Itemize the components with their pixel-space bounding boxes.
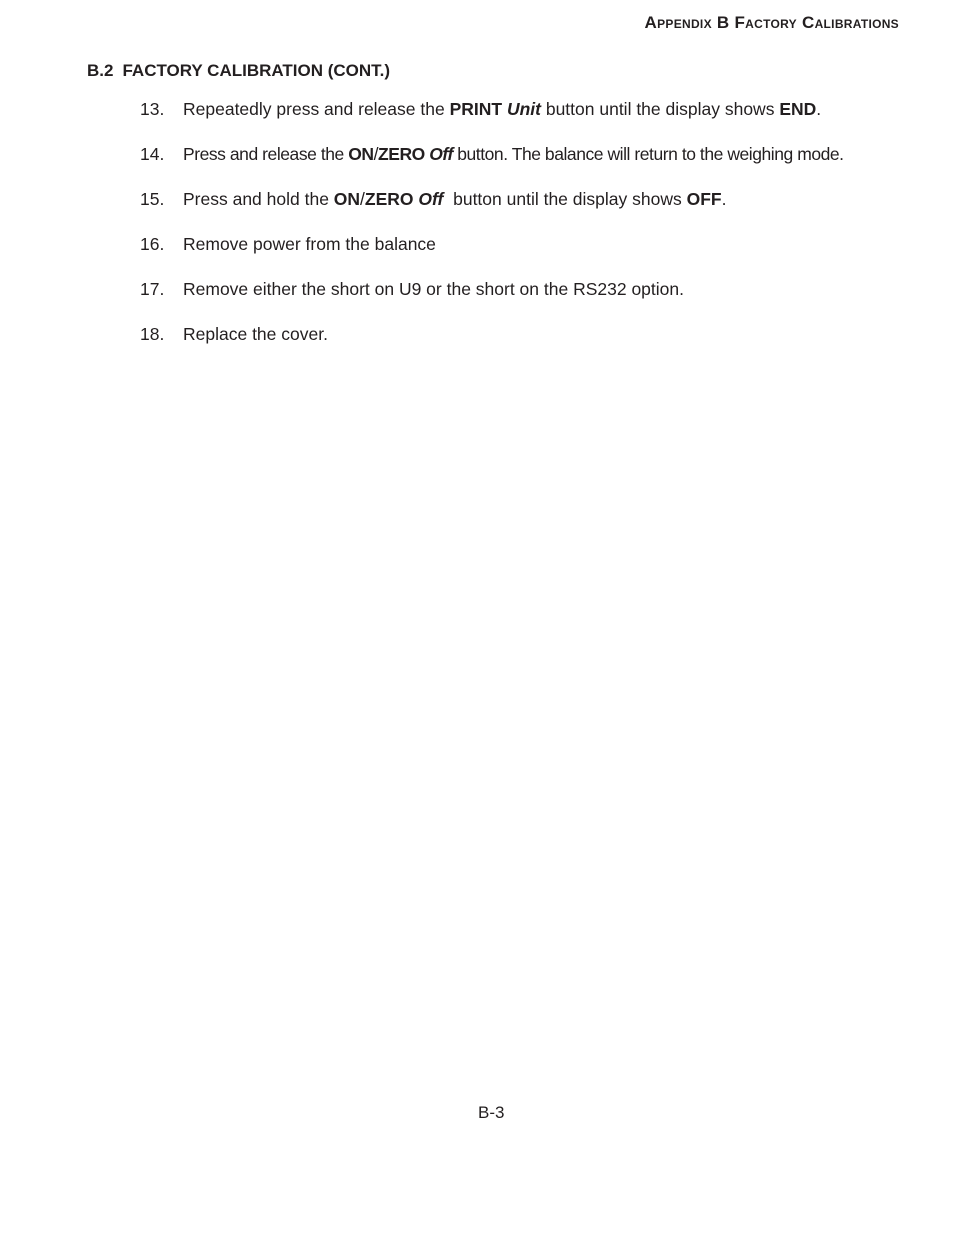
off-key-sublabel: Off [418,189,444,209]
step-14 [140,142,920,187]
step-number: 18. [140,324,165,344]
step-text: Press and release the ON/ZERO Off button. The balance will return to the weighing mode. [183,144,844,164]
print-key-label: PRINT [449,99,503,119]
section-title: FACTORY CALIBRATION (CONT.) [122,61,391,80]
step-17 [140,277,920,322]
step-number: 17. [140,279,165,299]
page-number: B-3 [478,1103,505,1122]
step-13 [140,97,920,142]
zero-key-label: ZERO [364,189,414,209]
step-15 [140,187,920,232]
step-text: Press and hold the ON/ZERO Off button until the display shows OFF. [183,189,727,209]
section-number: B.2 [87,61,114,80]
step-number: 15. [140,189,165,209]
on-key-label: ON [333,189,361,209]
running-header: Appendix B Factory Calibrations [644,13,899,32]
step-text: Replace the cover. [183,324,328,344]
section-heading [87,61,390,81]
on-key-label: ON [348,144,374,164]
step-number: 13. [140,99,165,119]
unit-key-sublabel: Unit [506,99,541,119]
display-off-label: OFF [686,189,722,209]
step-16 [140,232,920,277]
steps-list [140,97,920,367]
step-text: Repeatedly press and release the PRINT Unit button until the display shows END. [183,99,822,119]
step-text: Remove power from the balance [183,234,436,254]
off-key-sublabel: Off [429,144,453,164]
display-end-label: END [779,99,817,119]
step-number: 14. [140,144,165,164]
zero-key-label: ZERO [377,144,425,164]
step-text: Remove either the short on U9 or the short on the RS232 option. [183,279,684,299]
step-18 [140,322,920,367]
step-number: 16. [140,234,165,254]
